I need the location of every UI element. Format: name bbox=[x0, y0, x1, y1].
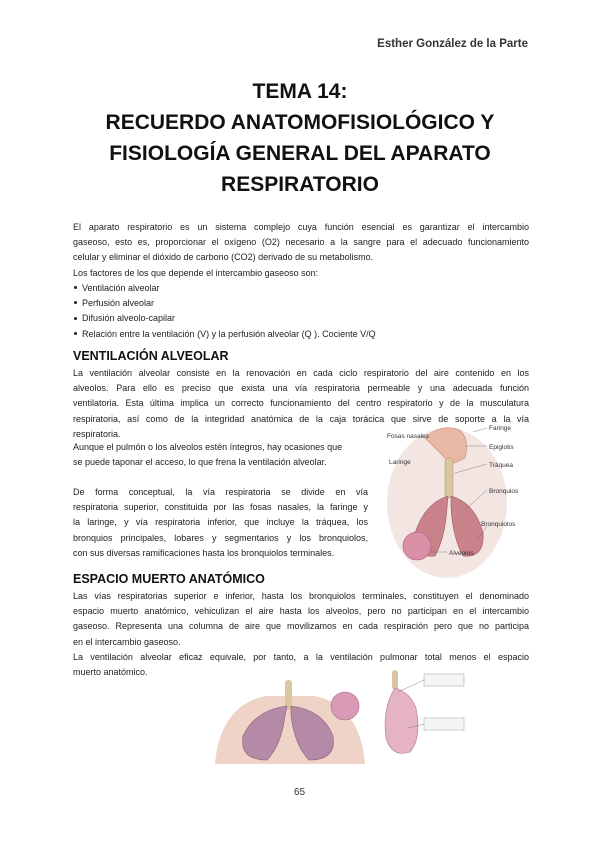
list-item bbox=[73, 311, 376, 326]
figure-label-box bbox=[424, 718, 464, 730]
list-item-text: Difusión alveolo-capilar bbox=[82, 313, 176, 324]
label-line bbox=[398, 680, 424, 692]
label-line bbox=[473, 428, 487, 432]
text-line: celular y eliminar el dióxido de carbono (CO2) derivado de su metabolismo. bbox=[73, 252, 374, 263]
list-item bbox=[73, 327, 376, 342]
figure-label-fosas: Fosas nasales bbox=[387, 433, 429, 440]
figure-label-faringe: Faringe bbox=[489, 425, 512, 432]
text-line: con sus diversas ramificaciones hasta los bronquiolos terminales. bbox=[73, 547, 335, 558]
alveoli-detail-shape bbox=[331, 692, 359, 720]
text-line: El aparato respiratorio es un sistema complejo cuya función esencial es garantizar el intercambio bbox=[73, 222, 529, 232]
respiratory-tract-illustration bbox=[385, 418, 530, 578]
section-heading-ventilacion: VENTILACIÓN ALVEOLAR bbox=[73, 349, 229, 363]
alveoli-detail-shape bbox=[403, 532, 431, 560]
list-item bbox=[73, 281, 376, 296]
text-line: la laringe, y vía respiratoria inferior, que incluye la tráquea, los bbox=[73, 517, 368, 528]
text-line: Los factores de los que depende el intercambio gaseoso son: bbox=[73, 267, 319, 278]
text-line: respiratoria, así como de la integridad anatómica de la caja torácica que sirve de soporte a la vía bbox=[73, 413, 529, 424]
lungs-illustration bbox=[205, 676, 375, 764]
title-line-2: RECUERDO ANATOMOFISIOLÓGICO Y bbox=[105, 111, 495, 134]
text-line: gaseoso. Representa una columna de aire que movilizamos en cada respiración pero que no participa bbox=[73, 621, 529, 632]
page-title bbox=[60, 76, 540, 200]
intro-paragraph bbox=[73, 220, 529, 281]
lung-shape bbox=[385, 688, 418, 753]
text-line: gaseoso, esto es, proporcionar el oxígeno (O2) necesario a la sangre para el adecuado funcionamiento bbox=[73, 237, 529, 248]
ventilacion-paragraph-3 bbox=[73, 485, 368, 561]
text-line: se puede taponar el acceso, lo que frena la ventilación alveolar. bbox=[73, 457, 327, 468]
list-item-text: Ventilación alveolar bbox=[82, 283, 160, 293]
title-line-3: FISIOLOGÍA GENERAL DEL APARATO bbox=[109, 142, 491, 165]
figure-label-bronquiolos: Bronquiolos bbox=[481, 521, 516, 528]
bullet-icon bbox=[74, 317, 77, 320]
section-heading-espacio-muerto: ESPACIO MUERTO ANATÓMICO bbox=[73, 572, 265, 586]
text-line: muerto anatómico. bbox=[73, 667, 148, 678]
list-item bbox=[73, 296, 376, 311]
trachea-shape bbox=[445, 458, 453, 498]
text-line: respiratoria superior, constituida por las fosas nasales, la faringe y bbox=[73, 502, 368, 513]
figure-label-alveolos: Alveolos bbox=[449, 550, 474, 557]
espacio-muerto-paragraph-1 bbox=[73, 589, 529, 650]
bullet-icon bbox=[74, 301, 77, 304]
figure-label-box bbox=[424, 674, 464, 686]
factors-list bbox=[73, 281, 376, 342]
trachea-shape bbox=[285, 680, 292, 710]
text-line: La ventilación alveolar consiste en la renovación en cada ciclo respiratorio del aire contenido en los bbox=[73, 368, 529, 378]
trachea-shape bbox=[392, 670, 398, 690]
figure-label-epiglotis: Epiglotis bbox=[489, 444, 514, 451]
text-line: Aunque el pulmón o los alveolos estén íntegros, hay ocasiones que bbox=[73, 442, 343, 452]
figure-label-bronquios: Bronquios bbox=[489, 488, 519, 495]
text-line: en el intercambio gaseoso. bbox=[73, 636, 181, 647]
text-line: Las vías respiratorias superior e inferior, hasta los bronquiolos terminales, constituyen el denominado bbox=[73, 591, 529, 601]
ventilacion-paragraph-2 bbox=[73, 440, 368, 470]
bullet-icon bbox=[74, 286, 77, 289]
title-line-1: TEMA 14: bbox=[252, 80, 348, 103]
figure-label-traquea: Tráquea bbox=[489, 462, 513, 469]
text-line: espacio muerto anatómico, vehiculizan el aire hasta los alveolos, pero no participan en el intercambio bbox=[73, 606, 529, 617]
text-line: ventilatoria. Esta última implica un correcto funcionamiento del centro respiratorio y de la musculatura bbox=[73, 398, 529, 409]
text-line: bronquios principales, lobares y segmentarios y los bronquiolos, bbox=[73, 532, 368, 543]
figure-label-laringe: Laringe bbox=[389, 459, 411, 466]
bullet-icon bbox=[74, 332, 77, 335]
text-line: De forma conceptual, la vía respiratoria se divide en vía bbox=[73, 487, 368, 497]
page-number: 65 bbox=[293, 787, 306, 798]
list-item-text: Perfusión alveolar bbox=[82, 298, 155, 309]
lung-section-illustration bbox=[380, 668, 472, 760]
title-line-4: RESPIRATORIO bbox=[221, 173, 379, 196]
author-name: Esther González de la Parte bbox=[377, 38, 528, 50]
text-line: La ventilación alveolar eficaz equivale, por tanto, a la ventilación pulmonar total menos el espacio bbox=[73, 652, 529, 662]
list-item-text: Relación entre la ventilación (V) y la perfusión alveolar (Q ). Cociente V/Q bbox=[82, 328, 376, 339]
text-line: alveolos. Para ello es preciso que exista una vía respiratoria permeable y una adecuada función bbox=[73, 383, 529, 394]
text-line: respiratoria. bbox=[73, 428, 121, 439]
